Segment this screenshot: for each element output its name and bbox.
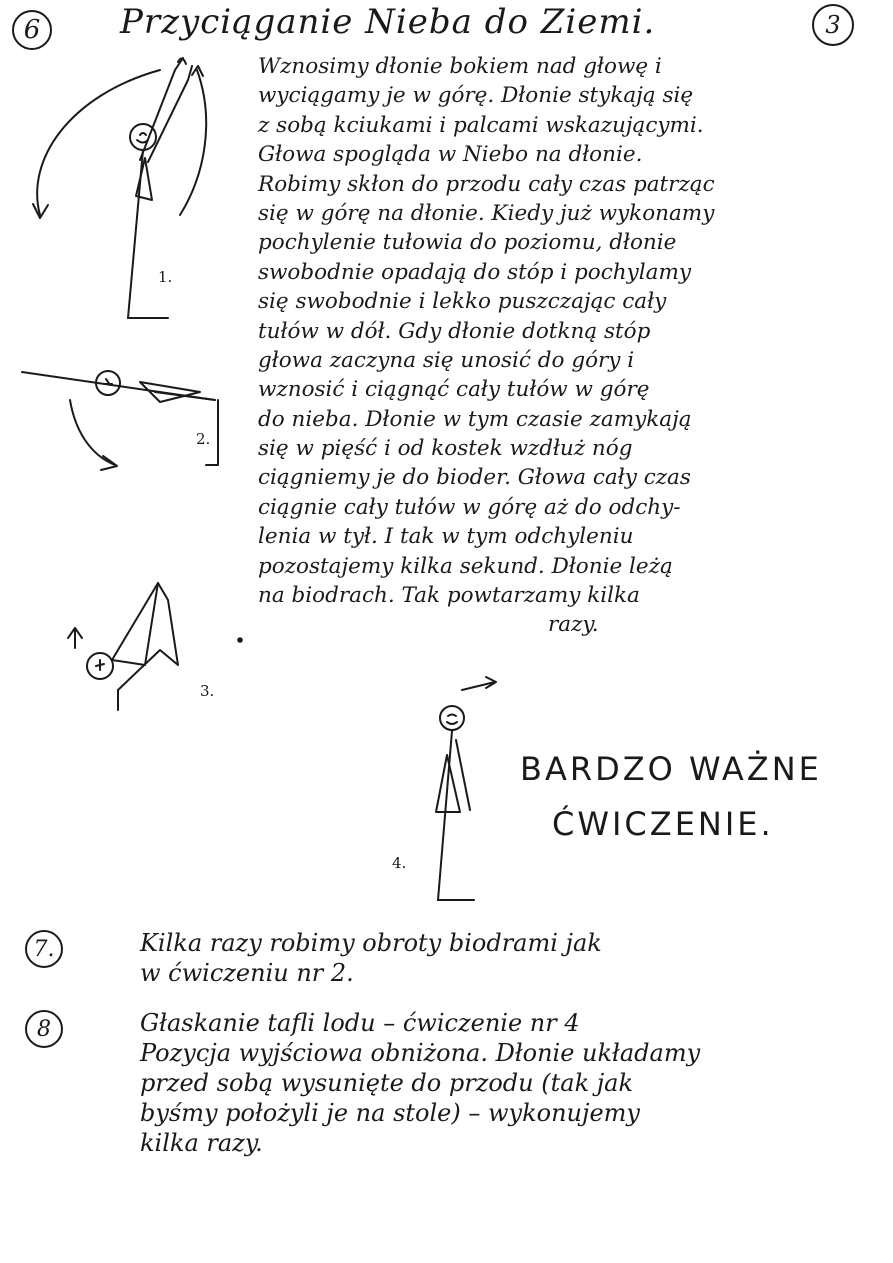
body-line: się swobodnie i lekko puszczając cały — [258, 289, 667, 315]
figure-3-leaning-back — [68, 583, 242, 710]
body-line: ciągnie cały tułów w górę aż do odchy- — [258, 494, 681, 520]
figure-4-label: 4. — [392, 854, 407, 872]
body-line: Robimy skłon do przodu cały czas patrząc — [258, 171, 715, 197]
body-line: na biodrach. Tak powtarzamy kilka — [258, 583, 640, 609]
body-line: razy. — [548, 612, 599, 638]
important-note-line-2: ĆWICZENIE. — [552, 805, 774, 843]
section-7-body — [140, 928, 880, 988]
body-line: Wznosimy dłonie bokiem nad głowę i — [258, 54, 662, 79]
section-6-number: 6 — [12, 10, 52, 50]
body-line: byśmy położyli je na stole) – wykonujemy — [140, 1099, 640, 1127]
body-line: w ćwiczeniu nr 2. — [140, 959, 354, 987]
body-line: Głowa spogląda w Niebo na dłonie. — [258, 142, 643, 168]
section-8-number: 8 — [25, 1010, 63, 1048]
figure-2-bent-forward — [22, 371, 218, 470]
body-line: z sobą kciukami i palcami wskazującymi. — [258, 112, 704, 138]
page-number: 3 — [812, 4, 854, 46]
body-line: Głaskanie tafli lodu – ćwiczenie nr 4 — [140, 1009, 580, 1037]
body-line: głowa zaczyna się unosić do góry i — [258, 347, 635, 373]
important-note-line-1: BARDZO WAŻNE — [520, 750, 822, 788]
body-line: wznosić i ciągnąć cały tułów w górę — [258, 377, 650, 403]
body-line: pozostajemy kilka sekund. Dłonie leżą — [258, 553, 673, 579]
body-line: się w górę na dłonie. Kiedy już wykonamy — [258, 200, 715, 226]
body-line: przed sobą wysunięte do przodu (tak jak — [140, 1069, 634, 1097]
figure-1-label: 1. — [158, 268, 173, 286]
figure-3-label: 3. — [200, 682, 215, 700]
body-line: pochylenie tułowia do poziomu, dłonie — [258, 230, 677, 256]
body-line: do nieba. Dłonie w tym czasie zamykają — [258, 406, 692, 432]
figure-4-standing-hands-on-hips — [436, 677, 496, 900]
section-8-body — [140, 1008, 880, 1158]
section-7-number: 7. — [25, 930, 63, 968]
body-line: ciągniemy je do bioder. Głowa cały czas — [258, 465, 691, 491]
body-line: lenia w tył. I tak w tym odchyleniu — [258, 524, 634, 550]
page-title: Przyciąganie Nieba do Ziemi. — [120, 2, 656, 42]
body-line: Pozycja wyjściowa obniżona. Dłonie układamy — [140, 1039, 701, 1067]
body-line: tułów w dół. Gdy dłonie dotkną stóp — [258, 318, 651, 344]
figure-1-standing-arms-up — [33, 58, 206, 318]
body-line: się w pięść i od kostek wzdłuż nóg — [258, 436, 633, 462]
body-line: swobodnie opadają do stóp i pochylamy — [258, 259, 691, 285]
body-line: wyciągamy je w górę. Dłonie stykają się — [258, 83, 694, 109]
section-6-body — [258, 52, 858, 640]
figure-2-label: 2. — [196, 430, 211, 448]
body-line: Kilka razy robimy obroty biodrami jak — [140, 929, 602, 957]
body-line: kilka razy. — [140, 1129, 263, 1157]
